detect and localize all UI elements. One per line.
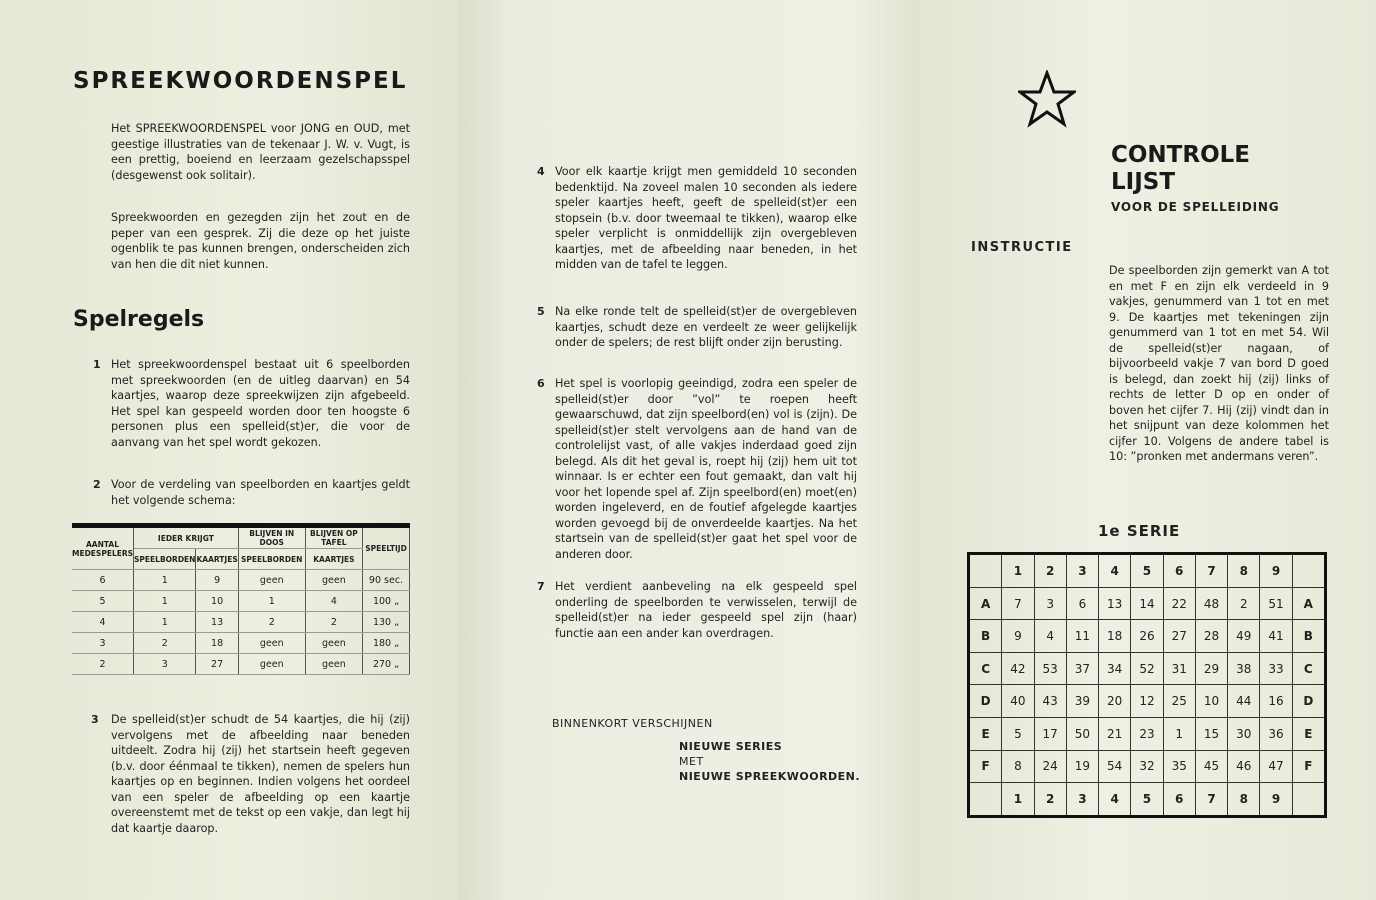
coming-soon-line-2: MET [679, 755, 704, 768]
grid-cell: 16 [1260, 685, 1292, 718]
table-cell: geen [305, 570, 362, 591]
table-row [72, 591, 410, 612]
table-cell: 1 [238, 591, 305, 612]
grid-cell: 9 [1002, 620, 1034, 653]
grid-header-row [969, 554, 1326, 588]
table-cell: 270 „ [363, 654, 410, 675]
header-speelborden: SPEELBORDEN [134, 549, 196, 570]
rule-5-text: Na elke ronde telt de spelleid(st)er de overgebleven kaartjes, schudt deze en verdeelt ze weer gelijkelijk onder de spelers; de rest blijft onder zijn berusting. [555, 305, 857, 349]
grid-cell: 42 [1002, 652, 1034, 685]
header-ieder-krijgt: IEDER KRIJGT [134, 526, 239, 549]
grid-cell: 26 [1131, 620, 1163, 653]
header-speeltijd: SPEELTIJD [363, 526, 410, 570]
grid-row [969, 620, 1326, 653]
grid-col-label: 7 [1195, 554, 1227, 588]
grid-cell: 5 [1002, 718, 1034, 751]
grid-cell: 11 [1066, 620, 1098, 653]
rule-number-6: 6 [537, 377, 545, 390]
table-cell: geen [238, 633, 305, 654]
grid-col-label: 9 [1260, 554, 1292, 588]
rule-number-3: 3 [91, 713, 99, 726]
grid-cell: 21 [1099, 718, 1131, 751]
header-op-tafel: BLIJVEN OP TAFEL [305, 526, 362, 549]
grid-col-label: 3 [1066, 783, 1098, 817]
instructie-heading: INSTRUCTIE [971, 240, 1073, 255]
table-cell: 3 [72, 633, 134, 654]
table-cell: 13 [196, 612, 238, 633]
header-kaartjes: KAARTJES [196, 549, 238, 570]
grid-cell: 20 [1099, 685, 1131, 718]
table-cell: 5 [72, 591, 134, 612]
grid-row-label: E [969, 718, 1002, 751]
grid-col-label: 5 [1131, 554, 1163, 588]
table-cell: geen [305, 654, 362, 675]
star-icon [1018, 70, 1076, 128]
grid-row [969, 718, 1326, 751]
serie-heading: 1e SERIE [1098, 522, 1181, 540]
table-cell: 1 [134, 570, 196, 591]
table-cell: geen [238, 570, 305, 591]
grid-cell: 8 [1002, 750, 1034, 783]
control-list-title-2: LIJST [1111, 169, 1176, 195]
grid-col-label: 7 [1195, 783, 1227, 817]
grid-cell: 27 [1163, 620, 1195, 653]
grid-col-label: 2 [1034, 783, 1066, 817]
rule-number-2: 2 [93, 478, 101, 491]
grid-row-label: C [1292, 652, 1325, 685]
table-cell: geen [305, 633, 362, 654]
grid-cell: 53 [1034, 652, 1066, 685]
grid-cell: 4 [1034, 620, 1066, 653]
grid-row-label: E [1292, 718, 1325, 751]
grid-cell: 12 [1131, 685, 1163, 718]
grid-cell: 13 [1099, 587, 1131, 620]
table-cell: 18 [196, 633, 238, 654]
header-aantal: AANTAL MEDESPELERS [72, 526, 134, 570]
grid-col-label: 8 [1228, 783, 1260, 817]
rule-2-text: Voor de verdeling van speelborden en kaartjes geldt het volgende schema: [111, 478, 410, 507]
grid-row-label: B [1292, 620, 1325, 653]
coming-soon-heading: BINNENKORT VERSCHIJNEN [552, 717, 713, 730]
grid-corner [1292, 554, 1325, 588]
table-cell: 27 [196, 654, 238, 675]
coming-soon-line-3: NIEUWE SPREEKWOORDEN. [679, 770, 861, 783]
grid-cell: 18 [1099, 620, 1131, 653]
table-cell: 2 [305, 612, 362, 633]
table-cell: geen [238, 654, 305, 675]
grid-row [969, 587, 1326, 620]
coming-soon-line-1: NIEUWE SERIES [679, 740, 783, 753]
grid-cell: 50 [1066, 718, 1098, 751]
grid-cell: 29 [1195, 652, 1227, 685]
table-cell: 130 „ [363, 612, 410, 633]
grid-cell: 48 [1195, 587, 1227, 620]
rule-number-4: 4 [537, 165, 545, 178]
intro-paragraph: Het SPREEKWOORDENSPEL voor JONG en OUD, met geestige illustraties van de tekenaar J. W. v. Vugt, is een prettig, boeiend en leerzaam gezelschapsspel (desgewenst ook solitair). [111, 122, 410, 182]
grid-cell: 32 [1131, 750, 1163, 783]
grid-cell: 47 [1260, 750, 1292, 783]
header-kaartjes-2: KAARTJES [305, 549, 362, 570]
intro-paragraph-2: Spreekwoorden en gezegden zijn het zout en de peper van een gesprek. Zij die deze op het juiste ogenblik te pas kunnen brengen, onderscheiden zich van hen die dit niet kunnen. [111, 211, 410, 271]
table-cell: 2 [238, 612, 305, 633]
table-cell: 4 [72, 612, 134, 633]
rule-4-text: Voor elk kaartje krijgt men gemiddeld 10 seconden bedenktijd. Na zoveel malen 10 seconden als iedere speler kaartjes heeft, geeft de spelleid(st)er een stopsein (b.v. door tweemaal te tikken), waarop elke speler verplicht is onmiddellijk zijn overgebleven kaartjes, met de afbeelding naar beneden, in het midden van de tafel te leggen. [555, 165, 857, 271]
rule-number-7: 7 [537, 580, 545, 593]
grid-cell: 23 [1131, 718, 1163, 751]
grid-cell: 34 [1099, 652, 1131, 685]
grid-row [969, 750, 1326, 783]
grid-cell: 44 [1228, 685, 1260, 718]
grid-corner [1292, 783, 1325, 817]
section-title-spelregels: Spelregels [73, 307, 205, 332]
grid-row [969, 652, 1326, 685]
table-cell: 9 [196, 570, 238, 591]
grid-cell: 39 [1066, 685, 1098, 718]
page-title: SPREEKWOORDENSPEL [73, 68, 408, 94]
grid-col-label: 2 [1034, 554, 1066, 588]
table-cell: 3 [134, 654, 196, 675]
table-cell: 6 [72, 570, 134, 591]
grid-col-label: 8 [1228, 554, 1260, 588]
grid-col-label: 5 [1131, 783, 1163, 817]
grid-cell: 49 [1228, 620, 1260, 653]
rule-number-5: 5 [537, 305, 545, 318]
grid-cell: 33 [1260, 652, 1292, 685]
control-list-subtitle: VOOR DE SPELLEIDING [1111, 200, 1280, 214]
grid-cell: 35 [1163, 750, 1195, 783]
grid-col-label: 9 [1260, 783, 1292, 817]
grid-cell: 40 [1002, 685, 1034, 718]
instructie-text: De speelborden zijn gemerkt van A tot en met F en zijn elk verdeeld in 9 vakjes, genummerd van 1 tot en met 9. De kaartjes met tekeningen zijn genummerd van 1 tot en met 54. Wil de spelleid(st)er nagaan, of bijvoorbeeld vakje 7 van bord D goed is belegd, dan zoekt hij (zij) links of rechts de letter D op en onder of boven het cijfer 7. Hij (zij) vindt dan in het snijpunt van deze kolommen het cijfer 10. Volgens de andere tabel is 10: ”pronken met andermans veren”. [1109, 264, 1329, 463]
grid-cell: 41 [1260, 620, 1292, 653]
table-cell: 100 „ [363, 591, 410, 612]
grid-row-label: D [969, 685, 1002, 718]
grid-cell: 38 [1228, 652, 1260, 685]
grid-col-label: 3 [1066, 554, 1098, 588]
rule-6-text: Het spel is voorlopig geeindigd, zodra een speler de spelleid(st)er door ”vol” te roepen heeft gewaarschuwd, dat zijn speelbord(en) vol is (zijn). De spelleid(st)er stelt vervolgens aan de hand van de controlelijst vast, of alle vakjes inderdaad goed zijn belegd. Als dit het geval is, roept hij (zij) hem uit tot winnaar. Is er echter een fout gemaakt, dan valt hij voor het lopende spel af. Zijn speelbord(en) moet(en) worden ingeleverd, en de foutief afgelegde kaartjes worden gevoegd bij de onverdeelde kaartjes. Na het startsein van de spelleid(st)er gaat het spel voor de anderen door. [555, 377, 857, 561]
grid-footer-row [969, 783, 1326, 817]
grid-cell: 2 [1228, 587, 1260, 620]
grid-row [969, 685, 1326, 718]
grid-cell: 14 [1131, 587, 1163, 620]
table-cell: 180 „ [363, 633, 410, 654]
control-list-title-1: CONTROLE [1111, 142, 1250, 168]
table-cell: 4 [305, 591, 362, 612]
grid-col-label: 1 [1002, 783, 1034, 817]
grid-col-label: 4 [1099, 783, 1131, 817]
grid-cell: 17 [1034, 718, 1066, 751]
grid-cell: 24 [1034, 750, 1066, 783]
grid-cell: 43 [1034, 685, 1066, 718]
grid-cell: 45 [1195, 750, 1227, 783]
rule-number-1: 1 [93, 358, 101, 371]
grid-col-label: 6 [1163, 783, 1195, 817]
grid-cell: 3 [1034, 587, 1066, 620]
grid-cell: 36 [1260, 718, 1292, 751]
table-cell: 10 [196, 591, 238, 612]
table-row [72, 633, 410, 654]
grid-cell: 22 [1163, 587, 1195, 620]
grid-row-label: F [1292, 750, 1325, 783]
grid-cell: 7 [1002, 587, 1034, 620]
grid-row-label: A [1292, 587, 1325, 620]
table-cell: 1 [134, 612, 196, 633]
rule-3-text: De spelleid(st)er schudt de 54 kaartjes, die hij (zij) vervolgens met de afbeelding naar beneden uitdeelt. Zodra hij (zij) het startsein heeft gegeven (b.v. door éénmaal te tikken), nemen de spelers hun kaartjes op en beginnen. Indien volgens het oordeel van een speler de afbeelding op een kaartje overeenstemt met de tekst op een vakje, dan legt hij dat kaartje daarop. [111, 713, 410, 835]
rule-7-text: Het verdient aanbeveling na elk gespeeld spel onderling de speelborden te verwisselen, terwijl de spelleid(st)er na ieder gespeeld spel zijn (haar) functie aan een ander kan overdragen. [555, 580, 857, 640]
table-row [72, 570, 410, 591]
grid-cell: 54 [1099, 750, 1131, 783]
grid-cell: 19 [1066, 750, 1098, 783]
grid-cell: 28 [1195, 620, 1227, 653]
grid-row-label: A [969, 587, 1002, 620]
grid-cell: 46 [1228, 750, 1260, 783]
grid-cell: 25 [1163, 685, 1195, 718]
grid-corner [969, 554, 1002, 588]
header-in-doos: BLIJVEN IN DOOS [238, 526, 305, 549]
table-row [72, 612, 410, 633]
grid-row-label: D [1292, 685, 1325, 718]
grid-cell: 30 [1228, 718, 1260, 751]
grid-row-label: B [969, 620, 1002, 653]
grid-cell: 52 [1131, 652, 1163, 685]
grid-cell: 31 [1163, 652, 1195, 685]
grid-col-label: 1 [1002, 554, 1034, 588]
control-grid [967, 552, 1327, 818]
header-speelborden-2: SPEELBORDEN [238, 549, 305, 570]
grid-cell: 51 [1260, 587, 1292, 620]
table-cell: 90 sec. [363, 570, 410, 591]
table-row [72, 654, 410, 675]
grid-col-label: 4 [1099, 554, 1131, 588]
grid-corner [969, 783, 1002, 817]
grid-row-label: F [969, 750, 1002, 783]
grid-cell: 1 [1163, 718, 1195, 751]
table-cell: 2 [72, 654, 134, 675]
table-cell: 1 [134, 591, 196, 612]
distribution-table [72, 523, 410, 675]
grid-col-label: 6 [1163, 554, 1195, 588]
grid-cell: 6 [1066, 587, 1098, 620]
table-cell: 2 [134, 633, 196, 654]
grid-row-label: C [969, 652, 1002, 685]
rule-1-text: Het spreekwoordenspel bestaat uit 6 speelborden met spreekwoorden (en de uitleg daarvan) en 54 kaartjes, waarop deze spreekwijzen zijn afgebeeld. Het spel kan gespeeld worden door ten hoogste 6 personen plus een spelleid(st)er, die voor de aanvang van het spel wordt gekozen. [111, 358, 410, 449]
grid-cell: 37 [1066, 652, 1098, 685]
grid-cell: 15 [1195, 718, 1227, 751]
grid-cell: 10 [1195, 685, 1227, 718]
